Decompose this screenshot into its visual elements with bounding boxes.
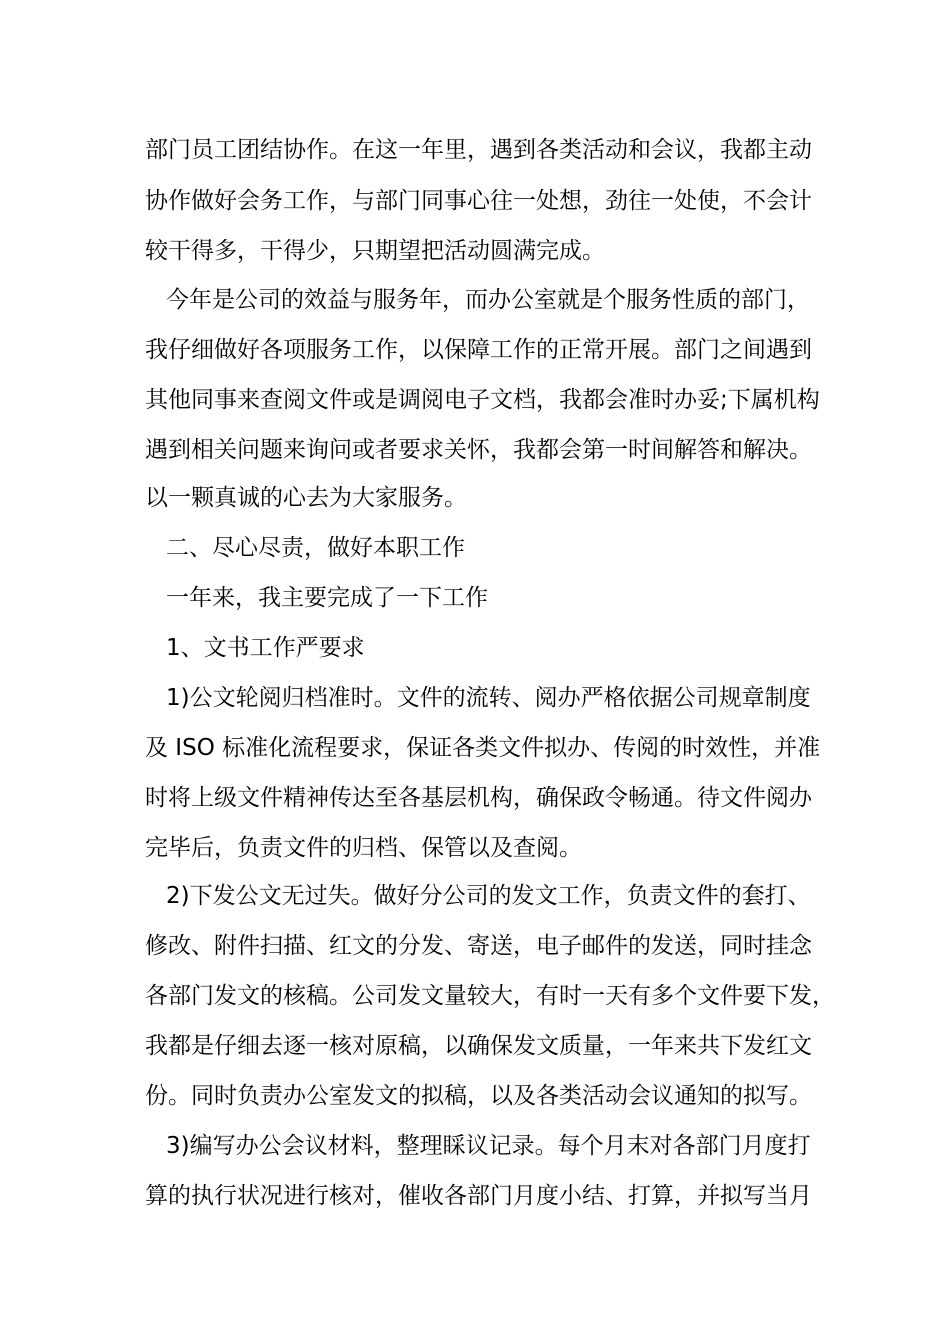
paragraph-line: 各部门发文的核稿。公司发文量较大，有时一天有多个文件要下发， [145,983,835,1009]
paragraph-line: 完毕后，负责文件的归档、保管以及查阅。 [145,835,582,861]
paragraph-line: 修改、附件扫描、红文的分发、寄送，电子邮件的发送，同时挂念 [145,933,812,959]
paragraph-line: 我仔细做好各项服务工作，以保障工作的正常开展。部门之间遇到 [145,337,812,363]
paragraph-line: 以一颗真诚的心去为大家服务。 [145,485,467,511]
paragraph-line: 我都是仔细去逐一核对原稿，以确保发文质量，一年来共下发红文 [145,1033,812,1059]
section-heading: 二、尽心尽责，做好本职工作 [166,535,465,561]
paragraph-line: 较干得多，干得少，只期望把活动圆满完成。 [145,238,605,264]
paragraph-line: 3)编写办公会议材料，整理睬议记录。每个月末对各部门月度打 [166,1133,811,1159]
paragraph-line: 份。同时负责办公室发文的拟稿，以及各类活动会议通知的拟写。 [145,1083,812,1109]
paragraph-line: 部门员工团结协作。在这一年里，遇到各类活动和会议，我都主动 [145,137,812,163]
paragraph-line: 及 ISO 标准化流程要求，保证各类文件拟办、传阅的时效性，并准 [145,735,821,761]
paragraph-line: 一年来，我主要完成了一下工作 [166,585,488,611]
paragraph-line: 协作做好会务工作，与部门同事心往一处想，劲往一处使，不会计 [145,188,812,214]
paragraph-line: 算的执行状况进行核对，催收各部门月度小结、打算，并拟写当月 [145,1183,812,1209]
paragraph-line: 时将上级文件精神传达至各基层机构，确保政令畅通。待文件阅办 [145,785,812,811]
paragraph-line: 今年是公司的效益与服务年，而办公室就是个服务性质的部门， [166,287,810,313]
paragraph-line: 2)下发公文无过失。做好分公司的发文工作，负责文件的套打、 [166,883,811,909]
paragraph-line: 其他同事来查阅文件或是调阅电子文档，我都会准时办妥;下属机构 [145,387,820,413]
paragraph-line: 1)公文轮阅归档准时。文件的流转、阅办严格依据公司规章制度 [166,685,811,711]
subsection-heading: 1、文书工作严要求 [166,635,365,661]
paragraph-line: 遇到相关问题来询问或者要求关怀，我都会第一时间解答和解决。 [145,437,812,463]
